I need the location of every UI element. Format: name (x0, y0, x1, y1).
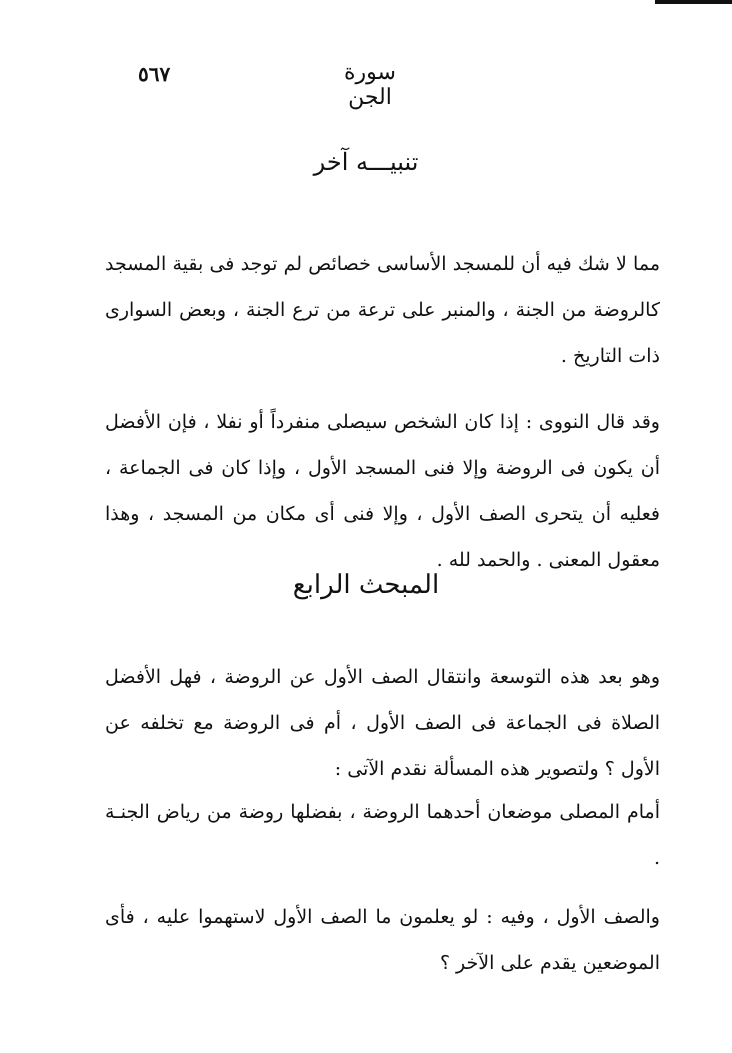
page-header (100, 58, 640, 110)
top-edge-rule (655, 0, 732, 4)
section-heading-another-note: تنبيـــه آخر (313, 148, 419, 176)
paragraph-mosque-features: مما لا شك فيه أن للمسجد الأساسى خصائص لم توجد فى بقية المسجد كالروضة من الجنة ، والمنبر على ترعة من ترع الجنة ، وبعض السوارى ذات التاريخ . (105, 253, 660, 367)
paragraph-rawdah: أمام المصلى موضعان أحدهما الروضة ، بفضلها روضة من رياض الجنـة . (105, 801, 660, 869)
page-number: ٥٦٧ (138, 62, 171, 86)
surah-title: سورة الجن (344, 60, 396, 110)
section-heading-fourth-topic: المبحث الرابع (292, 570, 440, 600)
paragraph-expansion-question: وهو بعد هذه التوسعة وانتقال الصف الأول عن الروضة ، فهل الأفضل الصلاة فى الجماعة فى الصف الأول ، أم فى الروضة مع تخلفه عن الأول ؟ ولتصوير هذه المسألة نقدم الآتى : (105, 666, 660, 780)
paragraph-first-row: والصف الأول ، وفيه : لو يعلمون ما الصف الأول لاستهموا عليه ، فأى الموضعين يقدم على الآخر ؟ (105, 906, 660, 974)
paragraph-nawawi-opinion: وقد قال النووى : إذا كان الشخص سيصلى منفرداً أو نفلا ، فإن الأفضل أن يكون فى الروضة وإلا فنى المسجد الأول ، وإذا كان فى الجماعة ، فعليه أن يتحرى الصف الأول ، وإلا فنى أى مكان من المسجد ، وهذا معقول المعنى . والحمد لله . (105, 411, 660, 571)
